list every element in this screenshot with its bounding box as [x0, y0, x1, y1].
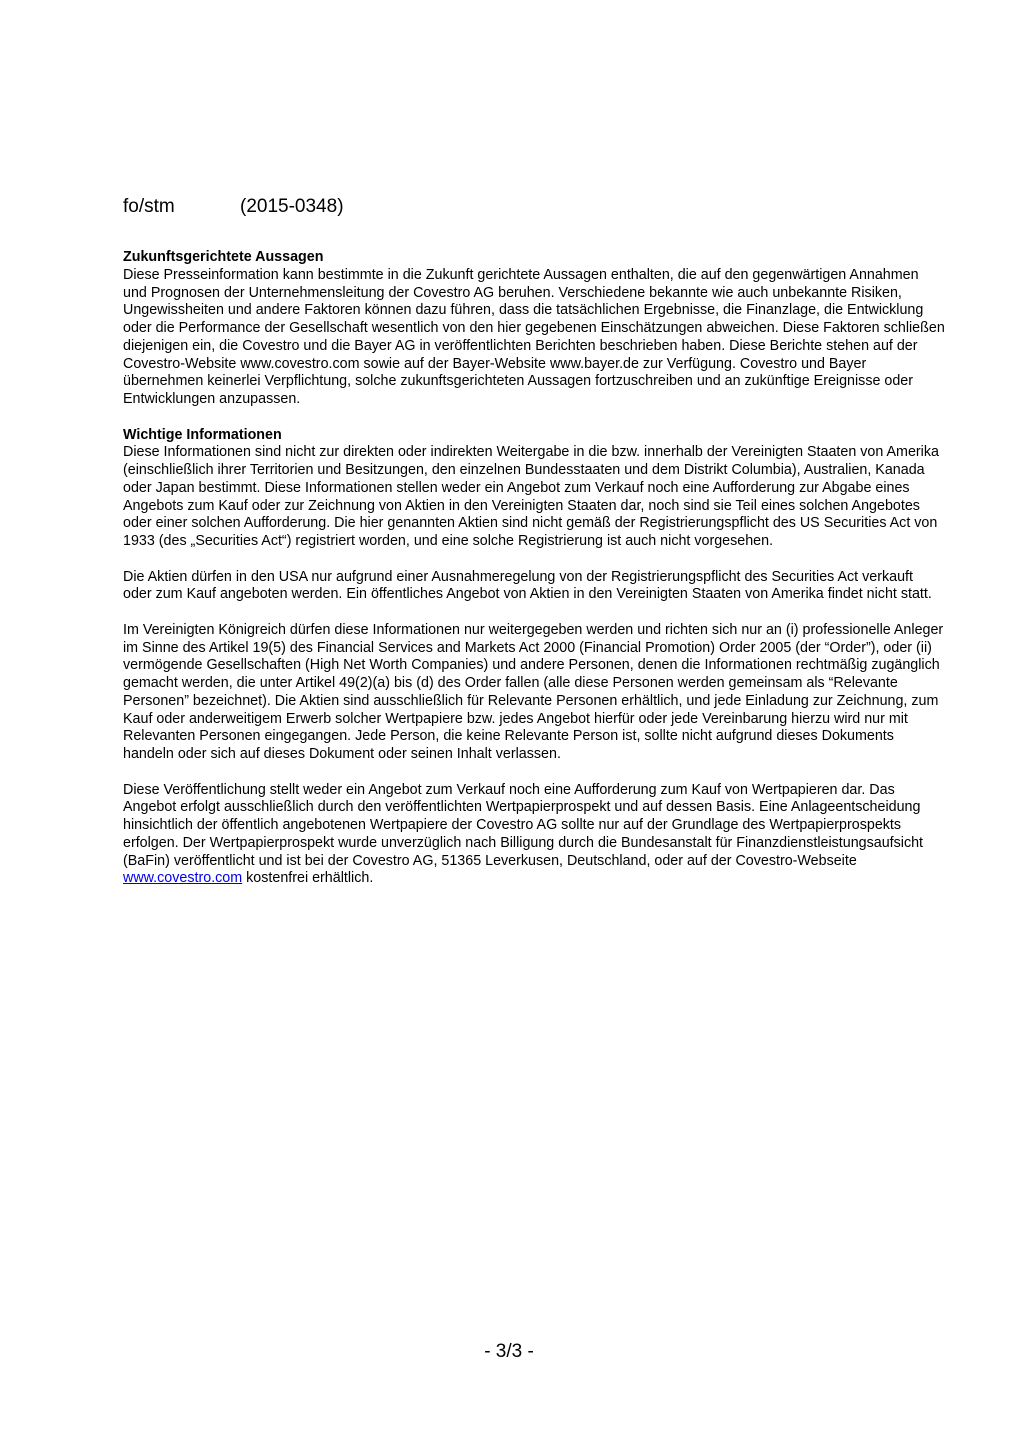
section-heading-forward-looking: Zukunftsgerichtete Aussagen [123, 249, 324, 265]
section-important-info [123, 427, 945, 889]
section-forward-looking [123, 249, 945, 409]
paragraph-forward-looking: Diese Presseinformation kann bestimmte in die Zukunft gerichtete Aussagen enthalten, die auf den gegenwärtigen Annahmen und Prognosen der Unternehmensleitung der Covestro AG beruhen. Verschiedene bekannte wie auch unbekannte Risiken, Ungewissheiten und andere Faktoren können dazu führen, dass die tatsächlichen Ergebnisse, die Finanzlage, die Entwicklung oder die Performance der Gesellschaft wesentlich von den hier gegebenen Einschätzungen abweichen. Diese Faktoren schließen diejenigen ein, die Covestro und die Bayer AG in veröffentlichten Berichten beschrieben haben. Diese Berichte stehen auf der Covestro-Website www.covestro.com sowie auf der Bayer-Website www.bayer.de zur Verfügung. Covestro und Bayer übernehmen keinerlei Verpflichtung, solche zukunftsgerichteten Aussagen fortzuschreiben und an zukünftige Ereignisse oder Entwicklungen anzupassen. [123, 266, 945, 407]
reference-number: (2015-0348) [240, 196, 344, 217]
paragraph-uk-restriction: Im Vereinigten Königreich dürfen diese Informationen nur weitergegeben werden und richten sich nur an (i) professionelle Anleger im Sinne des Artikel 19(5) des Financial Services and Markets Act 2000 (Financial Promotion) Order 2005 (der “Order”), oder (ii) vermögende Gesellschaften (High Net Worth Companies) und andere Personen, denen die Informationen rechtmäßig zugänglich gemacht werden, die unter Artikel 49(2)(a) bis (d) des Order fallen (alle diese Personen werden gemeinsam als “Relevante Personen” bezeichnet). Die Aktien sind ausschließlich für Relevante Personen erhältlich, und jede Einladung zur Zeichnung, zum Kauf oder anderweitigem Erwerb solcher Wertpapiere bzw. jedes Angebot hierfür oder jede Vereinbarung hierzu wird nur mit Relevanten Personen eingegangen. Jede Person, die keine Relevante Person ist, sollte nicht aufgrund dieses Dokuments handeln oder sich auf dieses Dokument oder seinen Inhalt verlassen. [123, 621, 944, 762]
paragraph-prospectus [123, 782, 945, 889]
paragraph-usa-offer: Die Aktien dürfen in den USA nur aufgrund einer Ausnahmeregelung von der Registrierungspflicht des Securities Act verkauft oder zum Kauf angeboten werden. Ein öffentliches Angebot von Aktien in den Vereinigten Staaten von Amerika findet nicht statt. [123, 568, 932, 603]
prospectus-text-end: kostenfrei erhältlich. [242, 870, 374, 887]
section-heading-important-info: Wichtige Informationen [123, 426, 282, 443]
prospectus-text: Diese Veröffentlichung stellt weder ein Angebot zum Verkauf noch eine Aufforderung zum Kauf von Wertpapieren dar. Das Angebot erfolgt ausschließlich durch den veröffentlichten Wertpapierprospekt und auf dessen Basis. Eine Anlageentscheidung hinsichtlich der öffentlich angebotenen Wertpapiere der Covestro AG sollte nur auf der Grundlage des Wertpapierprospekts erfolgen. Der Wertpapierprospekt wurde unverzüglich nach Billigung durch die Bundesanstalt für Finanzdienstleistungsaufsicht (BaFin) veröffentlicht und ist bei der Covestro AG, 51365 Leverkusen, Deutschland, oder auf der Covestro-Webseite [123, 781, 924, 869]
paragraph-distribution-restriction: Diese Informationen sind nicht zur direkten oder indirekten Weitergabe in die bzw. innerhalb der Vereinigten Staaten von Amerika (einschließlich ihrer Territorien und Besitzungen, den einzelnen Bundesstaaten und dem Distrikt Columbia), Australien, Kanada oder Japan bestimmt. Diese Informationen stellen weder ein Angebot zum Verkauf noch eine Aufforderung zur Abgabe eines Angebots zum Kauf oder zur Zeichnung von Aktien in den Vereinigten Staaten dar, noch sind sie Teil eines solchen Angebotes oder einer solchen Aufforderung. Die hier genannten Aktien sind nicht gemäß der Registrierungspflicht des US Securities Act von 1933 (des „Securities Act“) registriert worden, und eine solche Registrierung ist auch nicht vorgesehen. [123, 444, 939, 549]
author-initials: fo/stm [123, 196, 175, 217]
reference-line [123, 195, 344, 219]
covestro-website-link[interactable]: www.covestro.com [123, 870, 243, 887]
page-number: - 3/3 - [484, 1341, 534, 1362]
document-body [123, 249, 945, 906]
